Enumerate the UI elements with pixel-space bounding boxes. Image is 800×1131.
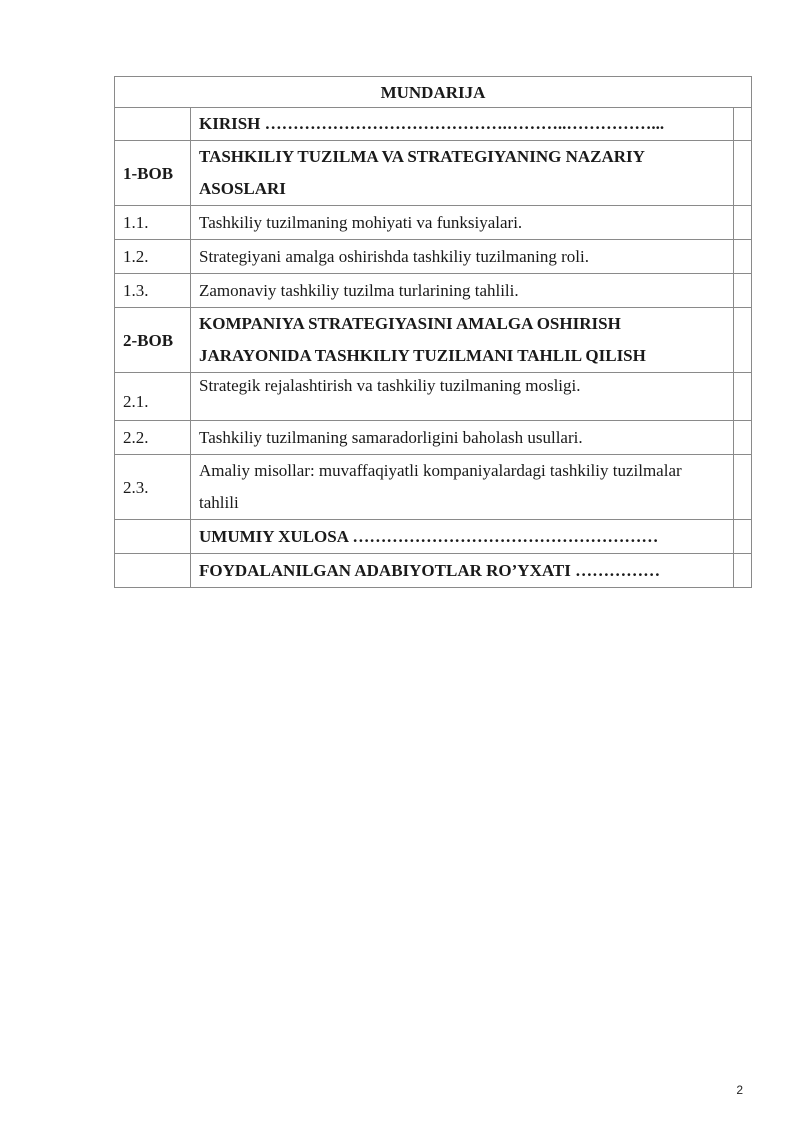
table-row [115, 421, 752, 455]
table-row [115, 108, 752, 141]
toc-row-title: UMUMIY XULOSA ……………………………………………… [191, 520, 734, 554]
table-row [115, 373, 752, 421]
toc-row-title: Amaliy misollar: muvaffaqiyatli kompaniyalardagi tashkiliy tuzilmalar tahlili [191, 455, 734, 520]
toc-row-title: TASHKILIY TUZILMA VA STRATEGIYANING NAZARIY ASOSLARI [191, 141, 734, 206]
toc-row-title: Strategiyani amalga oshirishda tashkiliy tuzilmaning roli. [191, 240, 734, 274]
toc-row-page [734, 108, 752, 141]
toc-row-page [734, 308, 752, 373]
toc-row-page [734, 373, 752, 421]
toc-row-page [734, 520, 752, 554]
toc-row-title: Zamonaviy tashkiliy tuzilma turlarining tahlili. [191, 274, 734, 308]
toc-row-title: Tashkiliy tuzilmaning samaradorligini baholash usullari. [191, 421, 734, 455]
toc-row-page [734, 554, 752, 588]
table-row [115, 274, 752, 308]
toc-row-number: 1-BOB [115, 141, 191, 206]
table-row [115, 240, 752, 274]
toc-row-number [115, 554, 191, 588]
toc-row-title: KIRISH …………………………………….………..……………... [191, 108, 734, 141]
table-of-contents [114, 76, 752, 588]
toc-row-title: Tashkiliy tuzilmaning mohiyati va funksiyalari. [191, 206, 734, 240]
page-number: 2 [736, 1083, 743, 1097]
table-row [115, 141, 752, 206]
toc-heading: MUNDARIJA [115, 77, 752, 108]
table-row [115, 206, 752, 240]
toc-row-number [115, 520, 191, 554]
toc-row-page [734, 141, 752, 206]
toc-row-number: 1.3. [115, 274, 191, 308]
toc-row-number [115, 108, 191, 141]
toc-row-page [734, 421, 752, 455]
table-row [115, 520, 752, 554]
toc-row-title: Strategik rejalashtirish va tashkiliy tuzilmaning mosligi. [191, 373, 734, 421]
toc-row-number: 2.3. [115, 455, 191, 520]
toc-row-number: 1.1. [115, 206, 191, 240]
toc-row-page [734, 455, 752, 520]
toc-row-number: 1.2. [115, 240, 191, 274]
toc-row-page [734, 240, 752, 274]
table-row [115, 455, 752, 520]
toc-row-number: 2.1. [115, 373, 191, 421]
toc-heading-row [115, 77, 752, 108]
table-row [115, 308, 752, 373]
toc-row-title: FOYDALANILGAN ADABIYOTLAR RO’YXATI …………… [191, 554, 734, 588]
toc-row-number: 2-BOB [115, 308, 191, 373]
toc-row-page [734, 206, 752, 240]
toc-row-page [734, 274, 752, 308]
table-row [115, 554, 752, 588]
toc-row-number: 2.2. [115, 421, 191, 455]
toc-row-title: KOMPANIYA STRATEGIYASINI AMALGA OSHIRISH JARAYONIDA TASHKILIY TUZILMANI TAHLIL QILISH [191, 308, 734, 373]
